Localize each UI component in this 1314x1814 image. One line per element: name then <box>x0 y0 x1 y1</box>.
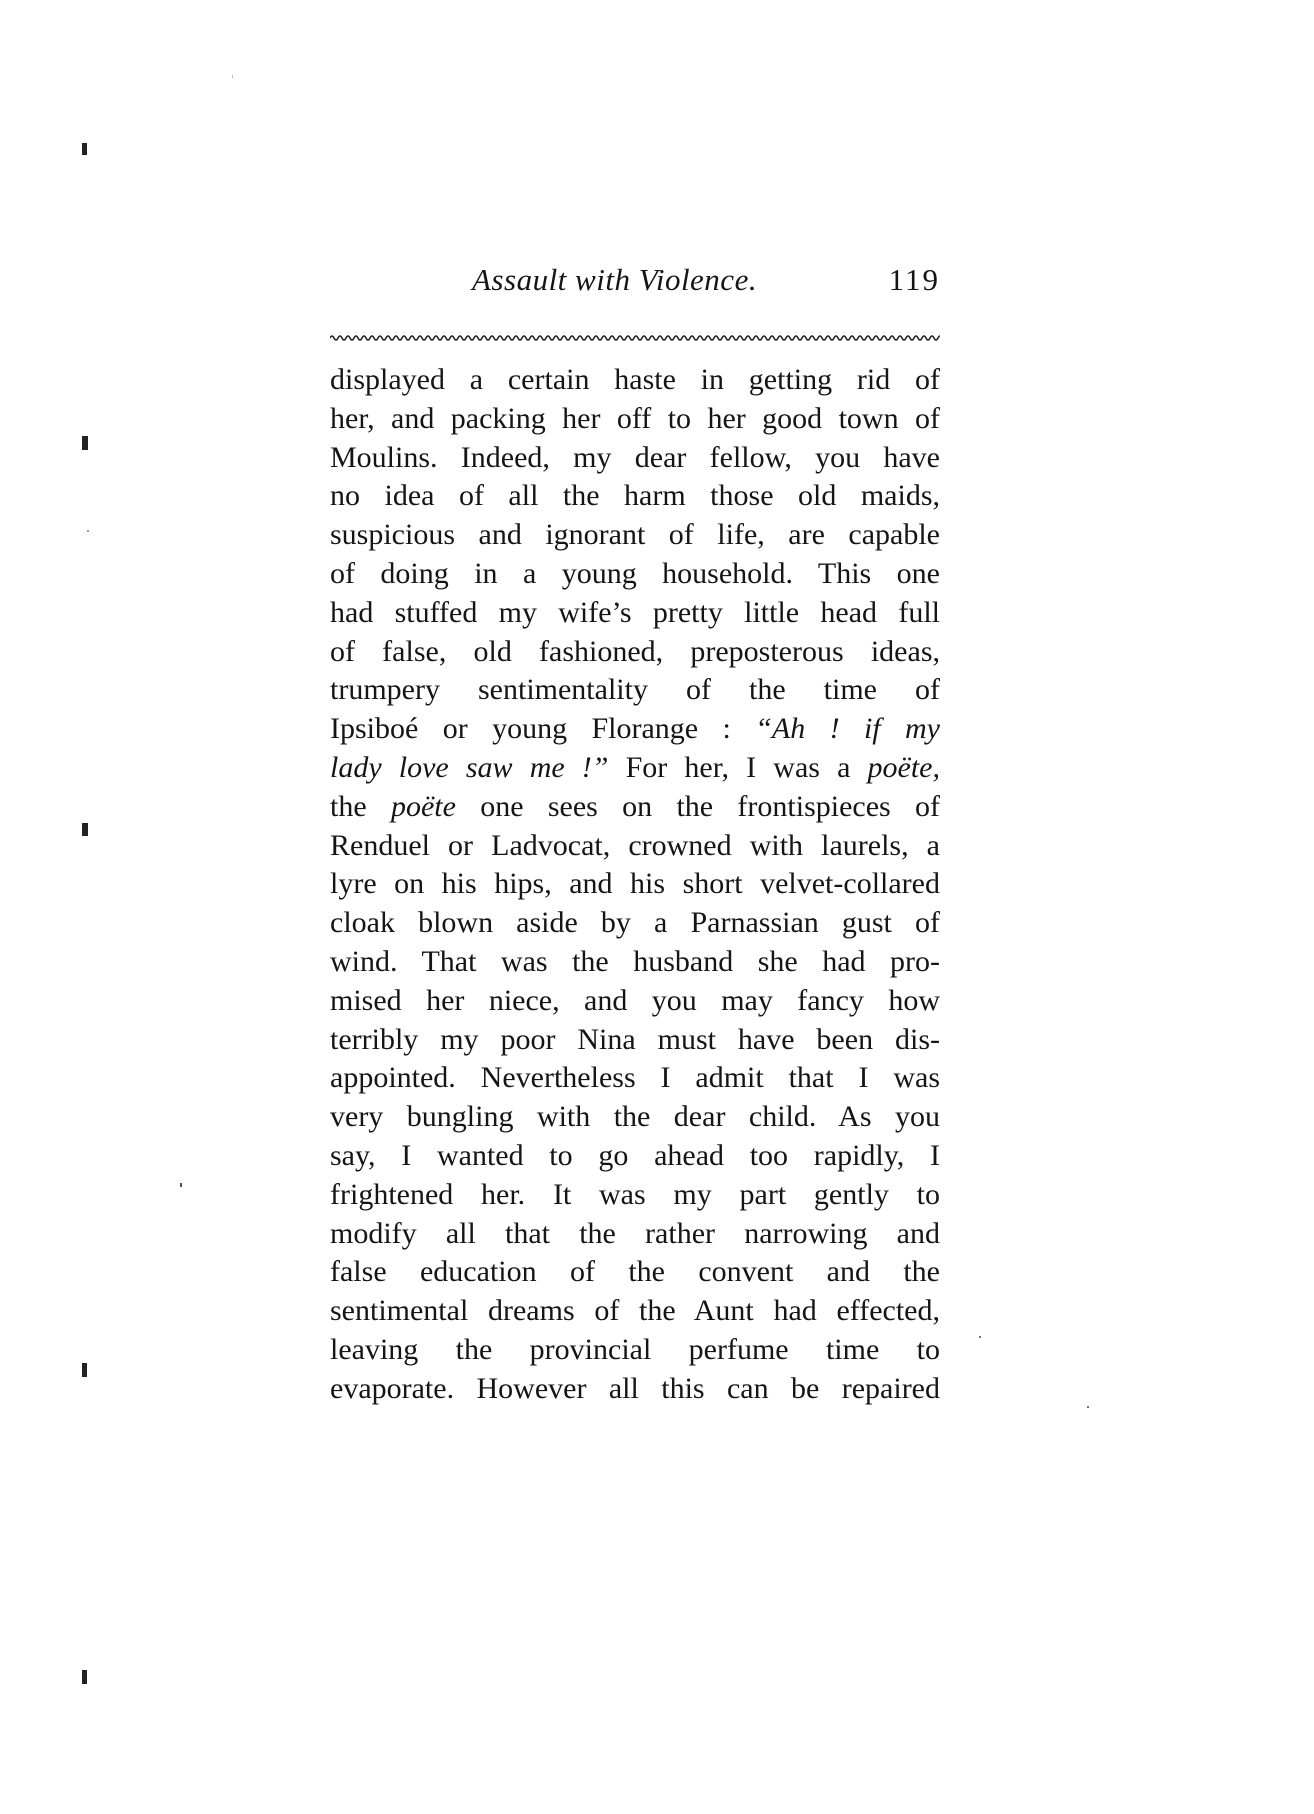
text-run: For her, I was a <box>608 750 868 784</box>
speck <box>1087 1406 1089 1408</box>
speck <box>180 1183 182 1187</box>
scan-mark <box>82 436 88 450</box>
text-line: Moulins. Indeed, my dear fellow, you have <box>330 440 940 474</box>
text-run: Ipsiboé or young Florange : <box>330 712 756 746</box>
scan-mark <box>82 143 87 155</box>
text-line: had stuffed my wife’s pretty little head full <box>330 595 940 629</box>
text-line <box>330 788 940 827</box>
speck <box>87 530 89 532</box>
running-head-title: Assault with Violence. <box>472 262 758 297</box>
text-line: modify all that the rather narrowing and <box>330 1216 940 1250</box>
speck <box>232 75 233 78</box>
text-line: wind. That was the husband she had pro- <box>330 944 940 978</box>
text-line: frightened her. It was my part gently to <box>330 1177 940 1211</box>
text-line <box>330 710 940 749</box>
text-line: of doing in a young household. This one <box>330 556 940 590</box>
text-line: appointed. Nevertheless I admit that I was <box>330 1061 940 1095</box>
italic-quote: “Ah ! if my <box>755 712 941 746</box>
text-line: say, I wanted to go ahead too rapidly, I <box>330 1138 940 1172</box>
page-number: 119 <box>888 262 940 297</box>
speck <box>979 1336 981 1338</box>
text-line: trumpery sentimentality of the time of <box>330 673 940 707</box>
text-line: false education of the convent and the <box>330 1255 940 1289</box>
text-line: no idea of all the harm those old maids, <box>330 479 940 513</box>
scan-mark <box>82 1670 87 1684</box>
italic-word: poëte, <box>867 750 940 784</box>
text-line: suspicious and ignorant of life, are capable <box>330 518 940 552</box>
text-line: evaporate. However all this can be repaired <box>330 1371 940 1405</box>
text-line: displayed a certain haste in getting rid of <box>330 363 940 396</box>
wavy-rule <box>330 333 940 343</box>
text-line: lyre on his hips, and his short velvet-collared <box>330 867 940 901</box>
text-line: sentimental dreams of the Aunt had effected, <box>330 1294 940 1328</box>
running-head <box>330 262 940 312</box>
body-text <box>330 361 940 1409</box>
text-line: mised her niece, and you may fancy how <box>330 983 940 1017</box>
italic-word: poëte <box>390 789 456 823</box>
text-line: cloak blown aside by a Parnassian gust of <box>330 906 940 940</box>
text-run: the <box>330 789 391 823</box>
text-line: very bungling with the dear child. As you <box>330 1100 940 1134</box>
text-line: terribly my poor Nina must have been dis- <box>330 1022 940 1056</box>
scan-mark <box>82 1363 87 1377</box>
text-line <box>330 749 940 788</box>
text-line: her, and packing her off to her good town of <box>330 401 940 435</box>
text-line: Renduel or Ladvocat, crowned with laurels, a <box>330 828 940 862</box>
text-line: leaving the provincial perfume time to <box>330 1332 940 1366</box>
italic-quote: lady love saw me !” <box>330 750 609 784</box>
text-run: one sees on the frontispieces of <box>455 789 941 823</box>
scan-mark <box>82 823 88 836</box>
text-line: of false, old fashioned, preposterous ideas, <box>330 634 940 668</box>
